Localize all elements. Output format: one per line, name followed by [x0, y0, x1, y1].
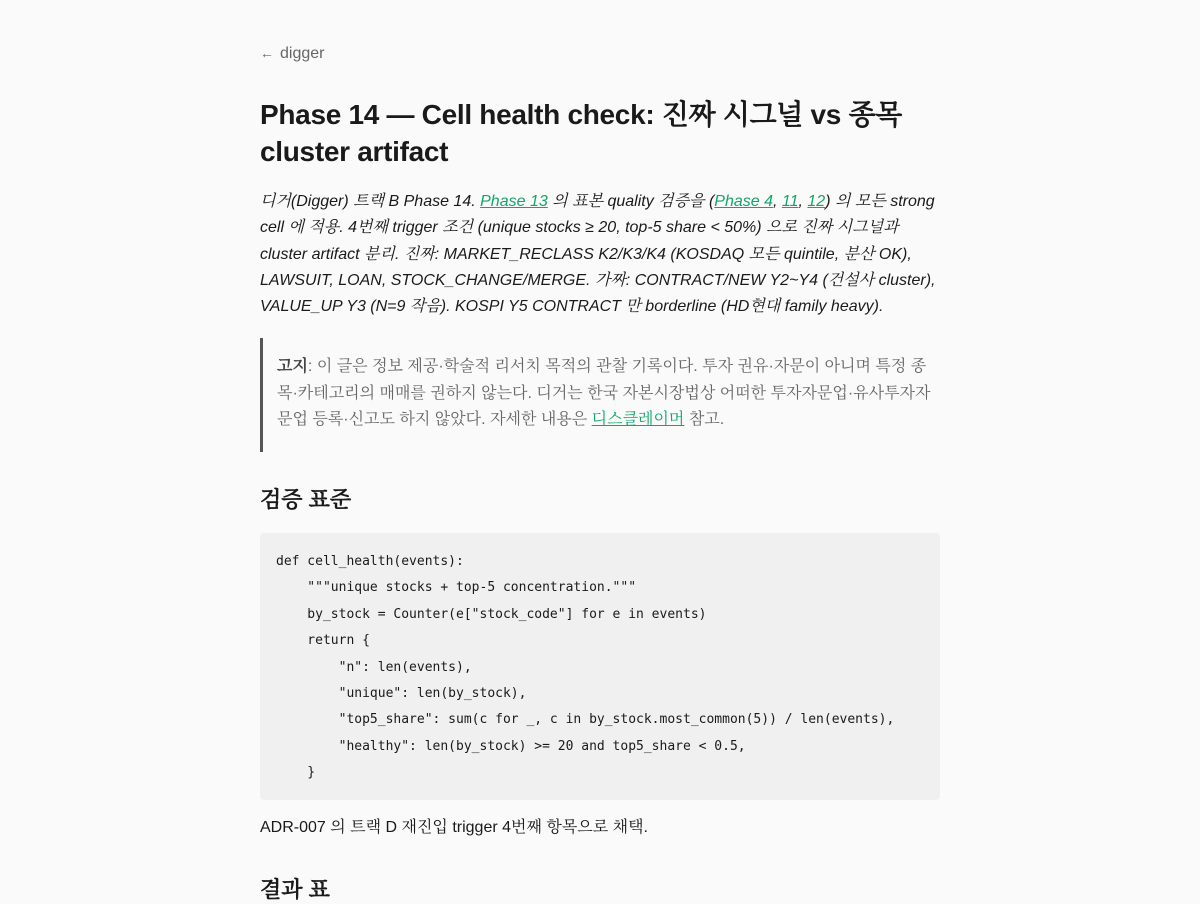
code-line: return { [276, 633, 370, 649]
summary-text-3: ) 의 모든 strong cell 에 적용. 4번째 trigger 조건 (unique stocks ≥ 20, top-5 share < 50%) 으로 진짜 시그널과 cluster artifact 분리. 진짜: MARKET_RECLASS K2/K3/K4 (KOSDAQ 모든 quintile, 분산 OK), LAWSUIT, LOAN, STOCK_CHANGE/MERGE. 가짜: CONTRACT/NEW Y2~Y4 (건설사 cluster), VALUE_UP Y3 (N=9 작음). KOSPI Y5 CONTRACT 만 borderline (HD현대 family heavy). [260, 193, 936, 316]
code-line: by_stock = Counter(e["stock_code"] for e in events) [276, 606, 707, 622]
summary-separator-2: , [798, 193, 808, 210]
code-block [260, 533, 940, 800]
code-line: } [276, 765, 316, 781]
notice-lead: 고지 [277, 358, 308, 375]
link-phase-4[interactable]: Phase 4 [714, 193, 773, 210]
article-summary [260, 189, 940, 320]
notice-text-1: : 이 글은 정보 제공·학술적 리서치 목적의 관찰 기록이다. 투자 권유·자문이 아니며 특정 종목·카테고리의 매매를 권하지 않는다. 디거는 한국 자본시장법상 어떠한 투자자문업·유사투자자문업 등록·신고도 하지 않았다. 자세한 내용은 [277, 358, 931, 428]
section-heading-verification: 검증 표준 [260, 487, 352, 512]
code-line: def cell_health(events): [276, 554, 464, 569]
summary-text-1: 디거(Digger) 트랙 B Phase 14. [260, 193, 481, 210]
link-phase-11[interactable]: 11 [781, 193, 799, 210]
code-line: """unique stocks + top-5 concentration.""" [276, 580, 637, 596]
back-arrow-icon: ← [260, 45, 274, 61]
section-heading-results: 결과 표 [260, 877, 330, 902]
back-link-label: digger [280, 45, 325, 62]
summary-text-2: 의 표본 quality 검증을 ( [547, 193, 715, 210]
adr-note: ADR-007 의 트랙 D 재진입 trigger 4번째 항목으로 채택. [260, 819, 649, 836]
back-link[interactable] [260, 43, 324, 64]
code-line: "top5_share": sum(c for _, c in by_stock.most_common(5)) / len(events), [276, 712, 895, 728]
link-phase-13[interactable]: Phase 13 [480, 193, 548, 210]
code-line: "unique": len(by_stock), [276, 686, 527, 702]
notice-text-2: 참고. [684, 411, 725, 428]
disclaimer-notice [260, 338, 940, 452]
code-line: "healthy": len(by_stock) >= 20 and top5_share < 0.5, [276, 738, 746, 754]
link-phase-12[interactable]: 12 [807, 193, 826, 210]
summary-separator-1: , [773, 193, 782, 210]
page-title: Phase 14 — Cell health check: 진짜 시그널 vs 종목 cluster artifact [260, 99, 903, 167]
code-line: "n": len(events), [276, 659, 472, 675]
disclaimer-link[interactable]: 디스클레이머 [591, 411, 685, 428]
